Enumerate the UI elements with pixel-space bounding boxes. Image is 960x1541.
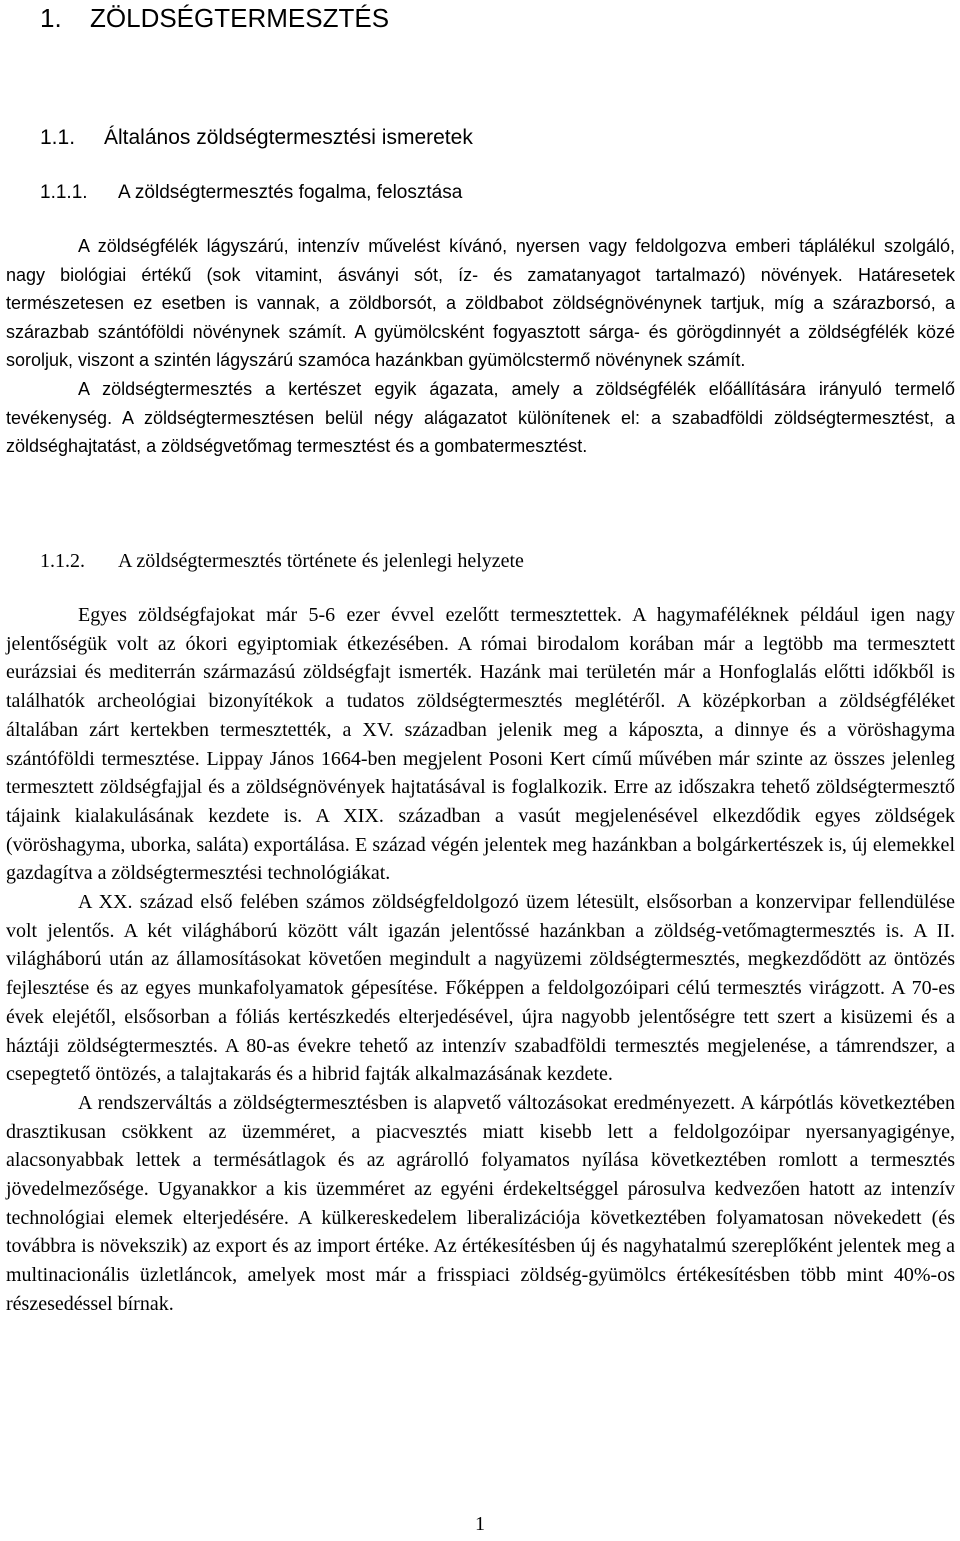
subsection-number: 1.1.2. bbox=[40, 550, 85, 572]
paragraph: A XX. század első felében számos zöldségfeldolgozó üzem létesült, elsősorban a konzervipar fellendülése volt jelentős. A két világháború között vált igazán jelentőssé hazánkban a zöldség-vetőmagtermesztés is. A II. világháború után az államosításokat követően megindult a nagyüzemi zöldségtermesztés, megkezdődött az öntözés fejlesztése és az egyes munkafolyamatok gépesítése. Főképpen a feldolgozóipari célú termesztés virágzott. A 70-es évek elejétől, elsősorban a fóliás kertészkedés elterjedésével, újra nagyobb jelentőségre tett szert a kisüzemi és a háztáji zöldségtermesztés. A 80-as évekre tehető az intenzív szabadföldi termesztés megjelenése, a támrendszer, a csepegtető öntözés, a talajtakarás és a hibrid fajták alkalmazásának kezdete. bbox=[6, 891, 955, 1086]
chapter-number: 1. bbox=[40, 3, 62, 33]
paragraph: A zöldségfélék lágyszárú, intenzív művelést kívánó, nyersen vagy feldolgozva emberi táplálékul szolgáló, nagy biológiai értékű (sok vitamint, ásványi sót, íz- és zamatanyagot tartalmazó) növények. Határesetek természetesen ez esetben is vannak, a zöldborsót, a zöldbabot zöldségnövénynek tartjuk, míg a szárazborsó, a szárazbab szántóföldi növénynek számít. A gyümölcsként fogyasztott sárga- és görögdinnyét a zöldségfélék közé soroljuk, viszont a szintén lágyszárú szamóca hazánkban gyümölcstermő növénynek számít. bbox=[6, 236, 955, 371]
chapter-title: ZÖLDSÉGTERMESZTÉS bbox=[90, 3, 390, 33]
page-number: 1 bbox=[475, 1513, 485, 1535]
chapter-heading bbox=[40, 2, 389, 34]
section-number: 1.1. bbox=[40, 126, 76, 149]
subsection-2-body bbox=[6, 601, 955, 1319]
subsection-title: A zöldségtermesztés fogalma, felosztása bbox=[118, 182, 463, 203]
subsection-heading-2 bbox=[40, 547, 524, 575]
paragraph: Egyes zöldségfajokat már 5-6 ezer évvel ezelőtt termesztettek. A hagymaféléknek például igen nagy jelentőségük volt az ókori egyiptomiak étkezésében. A római birodalom korában már a legtöbb ma termesztett eurázsiai és mediterrán származású zöldségfajt ismerték. Hazánk mai területén már a Honfoglalás előtti időkből is találhatók archeológiai bizonyítékok a tudatos zöldségtermesztés meglétéről. A középkorban a zöldségféléket általában zárt kertekben termesztették, a XV. században jelenik meg a káposzta, a dinnye és a vöröshagyma szántóföldi termesztése. Lippay János 1664-ben megjelent Posoni Kert című művében már szinte az összes jelenleg termesztett zöldségfajjal és a zöldségnövények hajtatásával is foglalkozik. Erre az időszakra tehető zöldségtermesztő tájaink kialakulásának kezdete is. A XIX. században a vasút megjelenésével elkezdődik egyes zöldségek (vöröshagyma, uborka, saláta) exportálása. E század végén jelentek meg hazánkban a bolgárkertészek is, új elemekkel gazdagítva a zöldségtermesztési technológiákat. bbox=[6, 604, 955, 885]
paragraph: A rendszerváltás a zöldségtermesztésben is alapvető változásokat eredményezett. A kárpótlás következtében drasztikusan csökkent az üzemméret, a piacvesztés miatt kisebb lett a feldolgozóipar nyersanyagigénye, alacsonyabbak lettek a termésátlagok és az agrárolló folyamatos nyílása következtében romlott a termesztés jövedelmezősége. Ugyanakkor a kis üzemméret az egyéni érdekeltséggel párosulva kedvezően hatott az intenzív technológiai elemek elterjedésére. A külkereskedelem liberalizációja következtében folyamatosan növekedett (és továbbra is növekszik) az export és az import értéke. Az értékesítésben új és nagyhatalmú szereplőként jelentek meg a multinacionális üzletláncok, amelyek most már a frisspiaci zöldség-gyümölcs értékesítésben több mint 40%-os részesedéssel bírnak. bbox=[6, 1091, 955, 1315]
subsection-heading-1 bbox=[40, 179, 462, 207]
subsection-number: 1.1.1. bbox=[40, 182, 88, 203]
section-title: Általános zöldségtermesztési ismeretek bbox=[104, 126, 473, 149]
section-heading bbox=[40, 124, 473, 152]
paragraph: A zöldségtermesztés a kertészet egyik ágazata, amely a zöldségfélék előállítására irányuló termelő tevékenység. A zöldségtermesztésen belül négy alágazatot különítenek el: a szabadföldi zöldségtermesztést, a zöldséghajtatást, a zöldségvetőmag termesztést és a gombatermesztést. bbox=[6, 378, 955, 457]
subsection-1-body bbox=[6, 232, 955, 461]
subsection-title: A zöldségtermesztés története és jelenlegi helyzete bbox=[118, 550, 524, 572]
